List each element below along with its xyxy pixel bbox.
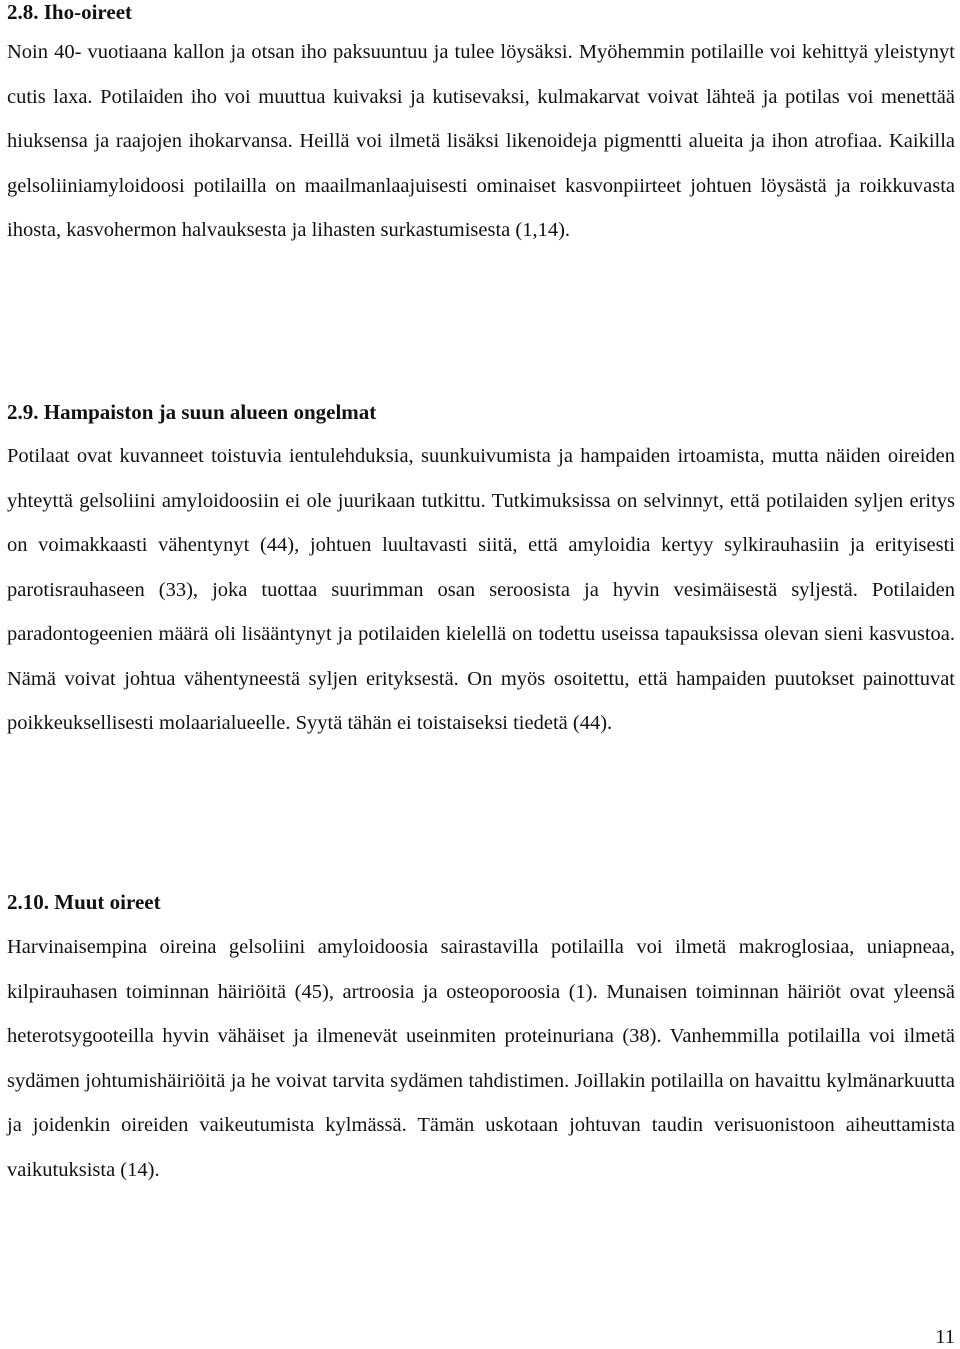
section-title: Iho-oireet — [43, 0, 133, 24]
section-muut-oireet — [7, 890, 955, 1192]
section-hampaiston-ongelmat — [7, 400, 955, 746]
section-paragraph: Noin 40- vuotiaana kallon ja otsan iho paksuuntuu ja tulee löysäksi. Myöhemmin potilaille voi kehittyä yleistynyt cutis laxa. Potilaiden iho voi muuttua kuivaksi ja kutisevaksi, kulmakarvat voivat lähteä ja potilas voi menettää hiuksensa ja raajojen ihokarvansa. Heillä voi ilmetä lisäksi likenoideja pigmentti alueita ja ihon atrofiaa. Kaikilla gelsoliiniamyloidoosi potilailla on maailmanlaajuisesti ominaiset kasvonpiirteet johtuen löysästä ja roikkuvasta ihosta, kasvohermon halvauksesta ja lihasten surkastumisesta (1,14). — [7, 41, 955, 241]
section-title: Hampaiston ja suun alueen ongelmat — [43, 400, 377, 424]
section-number: 2.10. — [7, 890, 49, 914]
section-iho-oireet — [7, 0, 955, 253]
section-heading — [7, 890, 955, 914]
page-number: 11 — [935, 1326, 955, 1348]
section-paragraph: Potilaat ovat kuvanneet toistuvia ientulehduksia, suunkuivumista ja hampaiden irtoamista, mutta näiden oireiden yhteyttä gelsoliini amyloidoosiin ei ole juurikaan tutkittu. Tutkimuksissa on selvinnyt, että potilaiden syljen eritys on voimakkaasti vähentynyt (44), johtuen luultavasti siitä, että amyloidia kertyy sylkirauhasiin ja erityisesti parotisrauhaseen (33), joka tuottaa suurimman osan seroosista ja hyvin vesimäisestä syljestä. Potilaiden paradontogeenien määrä oli lisääntynyt ja potilaiden kielellä on todettu useissa tapauksissa olevan sieni kasvustoa. Nämä voivat johtua vähentyneestä syljen erityksestä. On myös osoitettu, että hampaiden puutokset painottuvat poikkeuksellisesti molaarialueelle. Syytä tähän ei toistaiseksi tiedetä (44). — [7, 445, 955, 734]
section-number: 2.8. — [7, 0, 39, 24]
section-heading — [7, 0, 955, 24]
section-number: 2.9. — [7, 400, 39, 424]
section-heading — [7, 400, 955, 424]
section-title: Muut oireet — [54, 890, 161, 914]
section-paragraph: Harvinaisempina oireina gelsoliini amyloidoosia sairastavilla potilailla voi ilmetä makroglosiaa, uniapneaa, kilpirauhasen toiminnan häiriöitä (45), artroosia ja osteoporoosia (1). Munaisen toiminnan häiriöt ovat yleensä heterotsygooteilla hyvin vähäiset ja ilmenevät useinmiten proteinuriana (38). Vanhemmilla potilailla voi ilmetä sydämen johtumishäiriöitä ja he voivat tarvita sydämen tahdistimen. Joillakin potilailla on havaittu kylmänarkuutta ja joidenkin oireiden vaikeutumista kylmässä. Tämän uskotaan johtuvan taudin verisuonistoon aiheuttamista vaikutuksista (14). — [7, 936, 955, 1181]
